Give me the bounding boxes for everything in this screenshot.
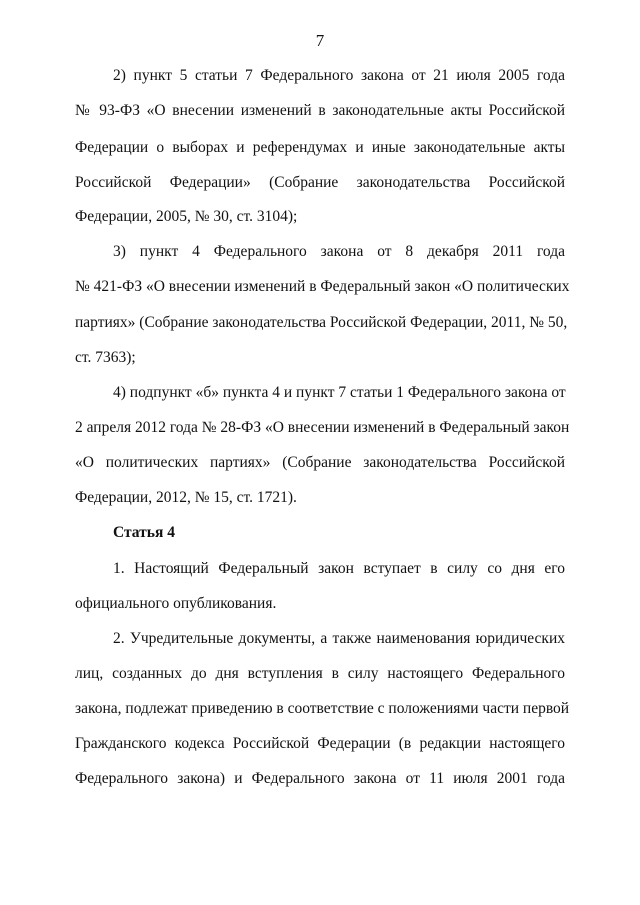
- paragraph-1-line-1: 2) пункт 5 статьи 7 Федерального закона от 21 июля 2005 года: [113, 67, 565, 84]
- paragraph-2-line-2: № 421-ФЗ «О внесении изменений в Федеральный закон «О политических: [75, 278, 570, 295]
- paragraph-3-line-2: 2 апреля 2012 года № 28-ФЗ «О внесении изменений в Федеральный закон: [75, 419, 570, 436]
- paragraph-2-line-4: ст. 7363);: [75, 349, 136, 366]
- page-number: 7: [315, 31, 325, 50]
- article-item-2-line-3: закона, подлежат приведению в соответствие с положениями части первой: [75, 700, 570, 717]
- paragraph-2-line-1: 3) пункт 4 Федерального закона от 8 декабря 2011 года: [113, 243, 565, 260]
- article-item-2-line-2: лиц, созданных до дня вступления в силу настоящего Федерального: [75, 665, 565, 682]
- article-item-1-line-2: официального опубликования.: [75, 595, 277, 612]
- article-item-2-line-5: Федерального закона) и Федерального закона от 11 июля 2001 года: [75, 770, 565, 787]
- paragraph-3-line-1: 4) подпункт «б» пункта 4 и пункт 7 статьи 1 Федерального закона от: [113, 384, 566, 401]
- article-item-2-line-1: 2. Учредительные документы, а также наименования юридических: [113, 630, 565, 647]
- paragraph-1-line-3: Федерации о выборах и референдумах и иные законодательные акты: [75, 139, 565, 156]
- article-heading: Статья 4: [113, 524, 175, 541]
- paragraph-1-line-4: Российской Федерации» (Собрание законодательства Российской: [75, 174, 565, 191]
- paragraph-1-line-2: № 93-ФЗ «О внесении изменений в законодательные акты Российской: [75, 102, 565, 119]
- paragraph-3-line-4: Федерации, 2012, № 15, ст. 1721).: [75, 489, 297, 506]
- article-item-2-line-4: Гражданского кодекса Российской Федерации (в редакции настоящего: [75, 735, 565, 752]
- paragraph-2-line-3: партиях» (Собрание законодательства Российской Федерации, 2011, № 50,: [75, 314, 568, 331]
- paragraph-3-line-3: «О политических партиях» (Собрание законодательства Российской: [75, 454, 565, 471]
- article-item-1-line-1: 1. Настоящий Федеральный закон вступает в силу со дня его: [113, 560, 565, 577]
- paragraph-1-line-5: Федерации, 2005, № 30, ст. 3104);: [75, 208, 298, 225]
